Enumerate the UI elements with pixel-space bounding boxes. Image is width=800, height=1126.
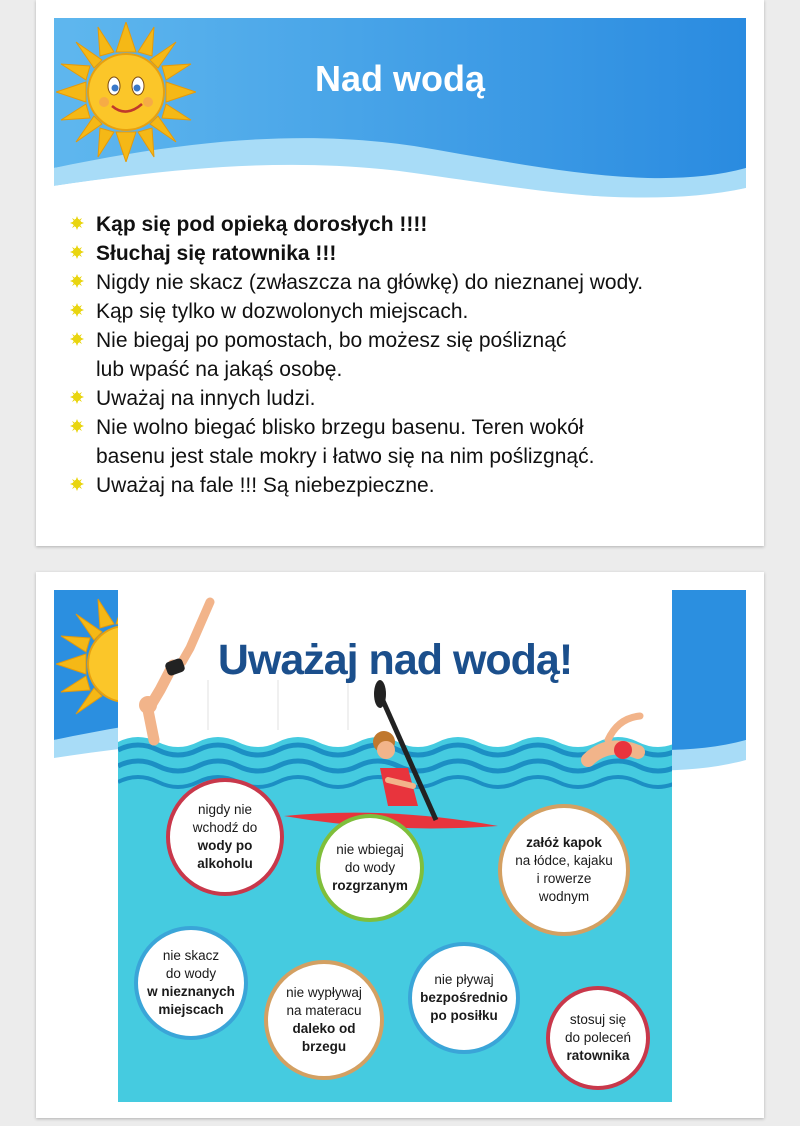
rule-text-continued: lub wpaść na jakąś osobę. [96, 358, 343, 381]
rule-text: Kąp się tylko w dozwolonych miejscach. [96, 300, 469, 323]
safety-poster [118, 590, 672, 1102]
rules-list [96, 210, 756, 500]
sun-bullet-icon [70, 390, 84, 404]
rule-text: Kąp się pod opieką dorosłych !!!! [96, 213, 428, 236]
rule-item [96, 268, 756, 297]
tip-line: rozgrzanym [332, 878, 408, 893]
sun-bullet-icon [70, 419, 84, 433]
tip-line: załóż kapok [526, 835, 602, 850]
tip-text [565, 1011, 631, 1065]
tip-text [193, 801, 258, 873]
rule-item [96, 210, 756, 239]
rule-item [96, 326, 756, 384]
slide-title: Nad wodą [314, 58, 485, 99]
rule-text: Nie biegaj po pomostach, bo możesz się pośliznąć [96, 329, 567, 352]
tip-bubble-alcohol [166, 778, 284, 896]
tip-line: po posiłku [430, 1008, 498, 1023]
tip-line: nie wbiegaj [336, 842, 404, 857]
tip-line: daleko od [292, 1021, 356, 1036]
slide-nad-woda [36, 0, 764, 546]
tip-line: i rowerze [536, 871, 592, 886]
tip-line: do poleceń [564, 1030, 632, 1045]
sun-bullet-icon [70, 274, 84, 288]
tip-line: nigdy nie [197, 802, 253, 817]
tip-line: brzegu [301, 1039, 347, 1054]
poster-title: Uważaj nad wodą! [217, 636, 573, 684]
sun-bullet-icon [70, 332, 84, 346]
rule-text: Nie wolno biegać blisko brzegu basenu. Teren wokół [96, 416, 584, 439]
tip-line: ratownika [566, 1048, 630, 1063]
sun-bullet-icon [70, 477, 84, 491]
tip-bubble-unknown-places [134, 926, 248, 1040]
sun-bullet-icon [70, 245, 84, 259]
tip-line: nie skacz [162, 948, 220, 963]
tip-line: miejscach [158, 1002, 224, 1017]
rule-item [96, 384, 756, 413]
tip-line: w nieznanych [147, 984, 235, 999]
tip-text [332, 841, 408, 895]
rule-text: Słuchaj się ratownika !!! [96, 242, 337, 265]
rule-text: Uważaj na innych ludzi. [96, 387, 316, 410]
tip-line: na materacu [286, 1003, 362, 1018]
rule-item [96, 471, 756, 500]
tip-bubble-mattress [264, 960, 384, 1080]
tip-bubble-lifeguard [546, 986, 650, 1090]
tip-line: wchodź do [192, 820, 258, 835]
rule-text: Uważaj na fale !!! Są niebezpieczne. [96, 474, 435, 497]
slide-uwazaj-nad-woda [36, 572, 764, 1118]
rule-item [96, 239, 756, 268]
tip-line: na łódce, kajaku [515, 853, 613, 868]
tip-line: stosuj się [569, 1012, 627, 1027]
tip-line: wody po [197, 838, 253, 853]
tip-text [286, 984, 362, 1056]
rule-text-continued: basenu jest stale mokry i łatwo się na nim poślizgnąć. [96, 445, 595, 468]
tip-bubble-overheated [316, 814, 424, 922]
tip-text [515, 834, 613, 906]
tip-line: wodnym [538, 889, 590, 904]
rule-text: Nigdy nie skacz (zwłaszcza na główkę) do nieznanej wody. [96, 271, 644, 294]
sun-bullet-icon [70, 303, 84, 317]
tip-text [420, 971, 508, 1025]
rule-item [96, 413, 756, 471]
tip-line: bezpośrednio [420, 990, 508, 1005]
sun-bullet-icon [70, 216, 84, 230]
rule-item [96, 297, 756, 326]
tip-line: do wody [165, 966, 217, 981]
tip-line: alkoholu [197, 856, 253, 871]
tip-line: do wody [344, 860, 396, 875]
tip-line: nie wypływaj [286, 985, 362, 1000]
tip-text [147, 947, 235, 1019]
tip-bubble-lifejacket [498, 804, 630, 936]
tip-line: nie pływaj [434, 972, 494, 987]
tip-bubble-after-meal [408, 942, 520, 1054]
